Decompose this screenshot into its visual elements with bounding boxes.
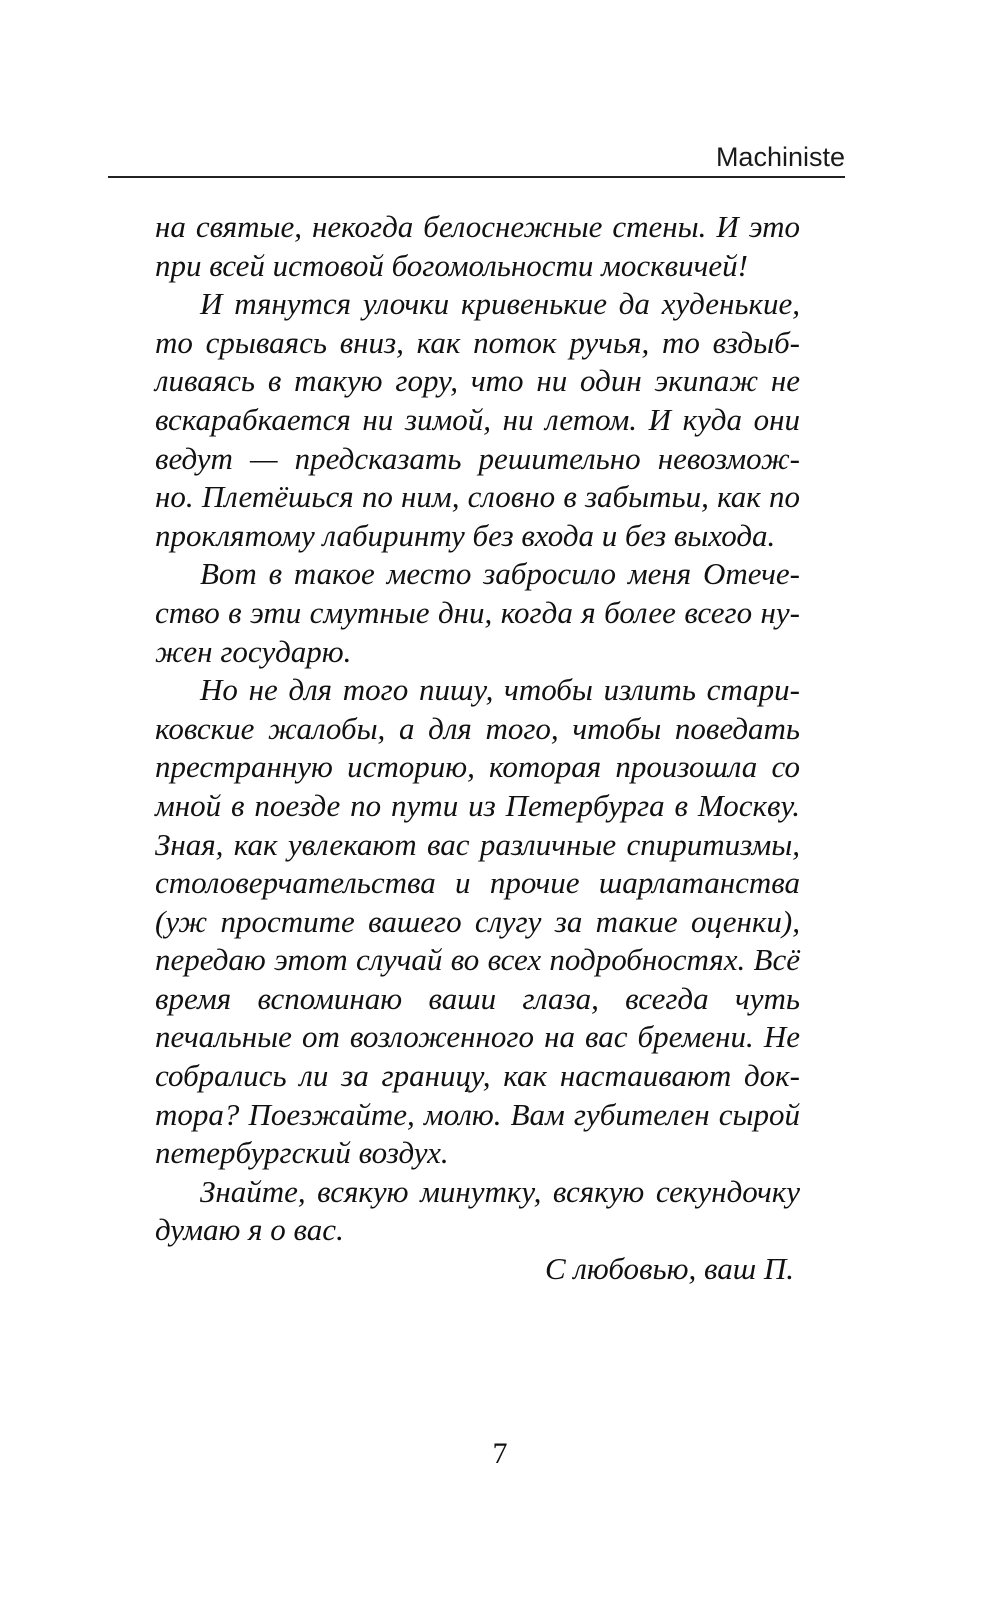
paragraph-5	[155, 1173, 800, 1250]
paragraph-3	[155, 555, 800, 671]
text-line: престранную историю, которая произошла со	[155, 749, 800, 785]
text-line: тора? Поезжайте, молю. Вам губителен сырой	[155, 1096, 800, 1132]
text-line: печальные от возложенного на вас бремени. Не	[155, 1019, 800, 1055]
text-line: Всё время вспоминаю ваши глаза, всегда чуть	[155, 942, 800, 1016]
signature-line	[155, 1250, 800, 1289]
text-line: проклятому лабиринту без входа и без выхода.	[155, 517, 776, 553]
text-line: жен государю.	[155, 633, 352, 669]
text-line: Знайте, всякую минутку, всякую секундочку	[200, 1173, 800, 1209]
text-line: на святые, некогда белоснежные стены. И это	[155, 209, 800, 244]
text-line: думаю я о вас.	[155, 1212, 344, 1248]
text-line: ство в эти смутные дни, когда я более всего ну-	[155, 594, 800, 630]
running-header-title: Machiniste	[715, 142, 845, 172]
text-line: ведут — предсказать решительно невозмож-	[155, 440, 800, 476]
text-line: передаю этот случай во всех подробностях.	[155, 942, 754, 978]
text-line: петербургский воздух.	[155, 1135, 449, 1171]
text-line: но. Плетёшься по ним, словно в забытьи, как по	[155, 479, 800, 515]
running-header	[108, 140, 845, 178]
text-line: то срываясь вниз, как поток ручья, то вздыб-	[155, 324, 800, 360]
text-line: мной в поезде по пути из Петербурга в Москву.	[155, 787, 800, 823]
page-number: 7	[492, 1437, 508, 1470]
signature-text: С любовью, ваш П.	[544, 1251, 794, 1287]
text-line: вскарабкается ни зимой, ни летом. И куда они	[155, 401, 800, 437]
text-line: Вот в такое место забросило меня Отече-	[200, 556, 800, 592]
paragraph-1	[155, 208, 800, 285]
text-line: при всей истовой богомольности москвичей!	[155, 247, 748, 283]
text-line: собрались ли за границу, как настаивают док-	[155, 1058, 800, 1094]
text-line: (уж простите вашего слугу за такие оценки),	[155, 903, 800, 939]
text-line: ливаясь в такую гору, что ни один экипаж не	[155, 363, 800, 399]
page-body-text	[155, 208, 800, 1289]
text-line: столоверчательства и прочие шарлатанства	[155, 865, 800, 901]
text-line: Но не для того пишу, чтобы излить стари-	[200, 672, 800, 708]
paragraph-4	[155, 671, 800, 1173]
text-line: И тянутся улочки кривенькие да худенькие,	[200, 286, 800, 322]
text-line: Зная, как увлекают вас различные спиритизмы,	[155, 826, 800, 862]
paragraph-2	[155, 285, 800, 555]
text-line: ковские жалобы, а для того, чтобы поведать	[155, 710, 800, 746]
